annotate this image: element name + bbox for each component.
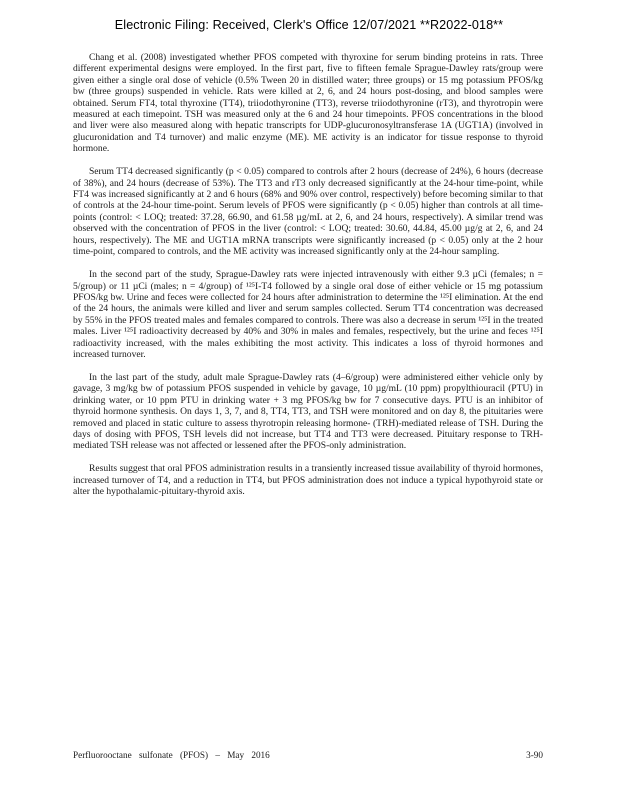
- paragraph-last-part: In the last part of the study, adult male Sprague-Dawley rats (4–6/group) were administered either vehicle only by gavage, 3 mg/kg bw of potassium PFOS suspended in vehicle by gavage, 10 µg/mL (10 ppm) propylthiouracil (PTU) in drinking water, or 10 ppm PTU in drinking water + 3 mg PFOS/kg bw for 7 consecutive days. PTU is an inhibitor of thyroid hormone synthesis. On days 1, 3, 7, and 8, TT4, TT3, and TSH were monitored and on day 8, the pituitaries were removed and placed in static culture to assess thyrotropin releasing hormone- (TRH)-mediated release of TSH. During the days of dosing with PFOS, TSH levels did not increase, but TT4 and TT3 were decreased. Pituitary response to TRH-mediated TSH release was not affected or lessened after the PFOS-only administration.: [73, 371, 543, 452]
- paragraph-serum-results: Serum TT4 decreased significantly (p < 0.05) compared to controls after 2 hours (decrease of 24%), 6 hours (decrease of 38%), and 24 hours (decrease of 53%). The TT3 and rT3 only decreased significantly at the 24-hour time-point, while FT4 was increased significantly at 2 and 6 hours (68% and 90% over control, respectively) before becoming similar to that of controls at the 24-hour time-point. Serum levels of PFOS were significantly (p < 0.05) higher than controls at all time-points (control: < LOQ; treated: 37.28, 66.90, and 61.58 µg/mL at 2, 6, and 24 hours, respectively). A similar trend was observed with the concentration of PFOS in the liver (control: < LOQ; treated: 30.60, 44.84, 45.00 µg/g at 2, 6, and 24 hours, respectively). The ME and UGT1A mRNA transcripts were significantly increased (p < 0.05) only at the 2 hour time-point, compared to controls, and the ME activity was increased significantly only at the 24-hour sampling.: [73, 166, 543, 258]
- filing-header: Electronic Filing: Received, Clerk's Office 12/07/2021 **R2022-018**: [114, 18, 504, 32]
- paragraph-second-part: In the second part of the study, Sprague-Dawley rats were injected intravenously with either 9.3 µCi (females; n = 5/group) or 11 µCi (males; n = 4/group) of ¹²⁵I-T4 followed by a single oral dose of either vehicle or 15 mg potassium PFOS/kg bw. Urine and feces were collected for 24 hours after administration to determine the ¹²⁵I elimination. At the end of the 24 hours, the animals were killed and liver and serum samples collected. Serum TT4 concentration was decreased by 55% in the PFOS treated males and females compared to controls. There was also a decrease in serum ¹²⁵I in the treated males. Liver ¹²⁵I radioactivity decreased by 40% and 30% in males and females, respectively, but the urine and feces ¹²⁵I radioactivity increased, with the males exhibiting the most activity. This indicates a loss of thyroid hormones and increased turnover.: [73, 269, 543, 360]
- footer-page-number: 3-90: [526, 750, 543, 760]
- footer-document-title: Perfluorooctane sulfonate (PFOS) – May 2016: [73, 750, 270, 760]
- paragraph-conclusion: Results suggest that oral PFOS administration results in a transiently increased tissue availability of thyroid hormones, increased turnover of T4, and a reduction in TT4, but PFOS administration does not induce a typical hypothyroid state or alter the hypothalamic-pituitary-thyroid axis.: [73, 463, 543, 498]
- paragraph-study-design: Chang et al. (2008) investigated whether PFOS competed with thyroxine for serum binding proteins in rats. Three different experimental designs were employed. In the first part, five to fifteen female Sprague-Dawley rats/group were given either a single oral dose of vehicle (0.5% Tween 20 in distilled water; three groups) or 15 mg potassium PFOS/kg bw (three groups) suspended in vehicle. Rats were killed at 2, 6, and 24 hours post-dosing, and blood samples were obtained. Serum FT4, total thyroxine (TT4), triiodothyronine (TT3), reverse triiodothyronine (rT3), and thyrotropin were measured at each timepoint. TSH was measured only at the 6 and 24 hour timepoints. PFOS concentrations in the blood and liver were also measured along with hepatic transcripts for UDP-glucuronosyltransferase 1A (UGT1A) (involved in glucuronidation and T4 turnover) and malic enzyme (ME). ME activity is an indicator for tissue response to thyroid hormone.: [73, 52, 543, 155]
- document-body: [73, 52, 543, 509]
